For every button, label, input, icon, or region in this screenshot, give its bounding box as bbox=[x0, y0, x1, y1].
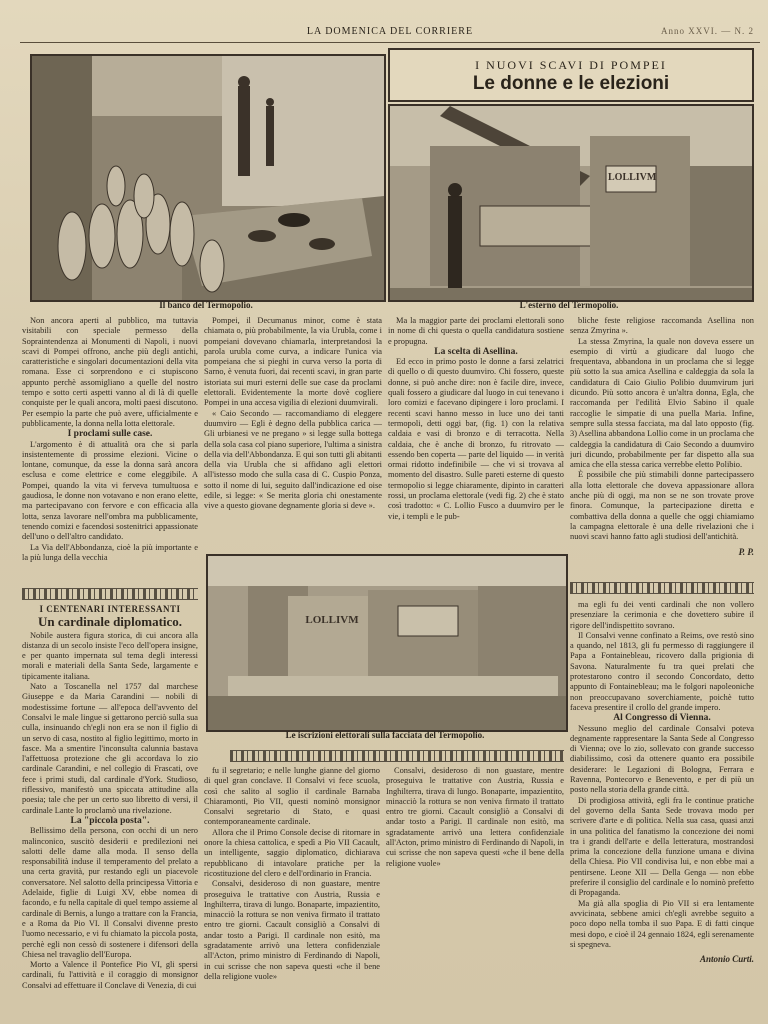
cardinal-paragraph-3: Bellissimo della persona, con occhi di un nero malinconico, suscitò desiderii e predilezioni nei salotti delle dame alla moda. Il senso della responsabilità induse il temperamento del prelato a una certa gravità, pur restando egli un piacevole conversatore. Nel salotto della principessa Vittoria e Adelaide, figlie di Luigi XV, ebbe nomea di facondo, e fu nella capitale di quel tempo assieme al cardinale di Bernis, a lungo a trattare con la Francia, e a Roma da Pio VI. Il Consalvi divenne presto l'uomo necessario, e vi fu chiamato la piccola posta, perchè egli non cessò di sostenere i difensori della Chiesa nel travaglio dell'Europa. bbox=[22, 826, 198, 959]
col4-paragraph-2: La stessa Zmyrina, la quale non doveva essere un esempio di virtù a giudicare dal luogo che frequentava, abbandona in un proclama che si legge più sotto la sua amica Asellina e caldeggia da sola la candidatura di Caio Giulio Polibio duumvirum juri dicundo. Più sotto ancora è un'altra donna, Egla, che raccomanda per l'edilità Elvio Sabino il quale raccoglie le simpatie di una puella Maria. Infine, sempre sulla stessa facciata, ma dal lato opposto (fig. 3) Asellina abbandona Lollio come in un proclama che caldeggia la candidatura di Caio Secondo a duumviro juri dicundo, probabilmente per far dispetto alla sua amica che ella stessa carica verrebbe eletto Polibio. bbox=[570, 336, 754, 470]
caption-photo-3: Le iscrizioni elettorali sulla facciata del Termopolio. bbox=[285, 730, 485, 740]
cardinal-subheading: La "piccola posta". bbox=[70, 815, 150, 826]
caption-photo-1: Il banco del Termopolio. bbox=[159, 300, 253, 310]
photo-thermopolium-exterior bbox=[388, 104, 754, 302]
right-paragraph-2: Il Consalvi venne confinato a Reims, ove restò sino a quando, nel 1813, gli fu permesso di raggiungere il Papa a Fontainebleau, ricovero dalla prigionia di Savona. Naturalmente fu tra quei prelati che protestarono contro il secondo Concordato, detto appunto di Fontainebleau; ma le folgori napoleoniche non preoccupavano soverchiamente, poichè tutto faceva presentire il crollo del grande impero. bbox=[570, 630, 754, 712]
col3-paragraph-2: Ed ecco in primo posto le donne a farsi zelatrici di quello o di questo duumviro. Chi fossero, queste donne, si può anche dire: non è facile dire, invece, quali fossero a giudicare dal luogo in cui tenevano i loro comizi e facevano dipingere i loro proclami. I recenti scavi hanno messo in luce uno dei tanti termopoli, detti oggi bar, (fig. 1) con la relativa caldaia e vasi di bronzo e di terracotta. Nella caldaia, che è anche di bronzo, fu ritrovato — essendo ben coperta — parte del liquido — in verità ormai ridotto indefinibile — che vi si trovava al momento del disastro. Sulle pareti esterne di questo termopolio si legge chiaramente, dipinto in caratteri rossi, un proclama elettorale (vedi fig. 2) che è stato così tradotto: « C. Lollio Fusco a duumviro per le vie, i templi e le pub- bbox=[388, 357, 564, 521]
column-1 bbox=[22, 316, 198, 606]
caption-photo-2: L'esterno del Termopolio. bbox=[519, 300, 619, 310]
right-subheading: Al Congresso di Vienna. bbox=[613, 713, 711, 724]
right-signature: Antonio Curti. bbox=[699, 954, 754, 965]
col4-paragraph-3: È possibile che più stimabili donne partecipassero alla lotta elettorale che doveva appassionare allora anche più di oggi, ma non se ne son trovate prove finora. Comunque, la partecipazione diretta e combattiva della donna a quelle che oggi chiamiamo la campagna elettorale è una delle rivelazioni che i nuovi scavi hanno fatto agli studiosi dell'antichità. bbox=[570, 470, 754, 542]
mid-paragraph-2: Allora che il Primo Console decise di ritornare in onore la chiesa cattolica, e spedì a Pio VII Cacault, un intelligente, saggio diplomatico, dichiarava repubblicano di intavolare pratiche per la ricostituzione del clero e dell'ordinario in Francia. bbox=[204, 827, 380, 878]
column-4 bbox=[570, 316, 754, 578]
cardinal-paragraph-2: Nato a Toscanella nel 1757 dal marchese Giuseppe e da Maria Carandini — nobili di modestissime fortune — all'epoca dell'avvento del Consalvi le male lingue si gettarono perciò sulla sua culla, insinuando ch'egli non era se non il figlio di un servo di casa, nostito al figlio legittimo, morto in fasce. Ma a smentire l'inconsulta calunnia bastava l'affettuosa protezione che gli accordava lo zio cardinale Carandini, e nel collegio di Frascati, ove fece i primi studi, dal cardinale d'York. Studioso, riflessivo, manifestò una spiccata attitudine alla poesia; tale che per un certo suo libretto di versi, il cardinale Lante lo proclamò una rivelazione. bbox=[22, 682, 198, 815]
col3-subheading: La scelta di Asellina. bbox=[434, 346, 518, 357]
ornamental-divider bbox=[22, 588, 198, 600]
column-2 bbox=[204, 316, 382, 566]
col1-subheading: I proclami sulle case. bbox=[67, 429, 153, 440]
ornamental-divider bbox=[230, 750, 564, 762]
issue-number: Anno XXVI. — N. 2 bbox=[661, 26, 754, 36]
col3-paragraph-1: Ma la maggior parte dei proclami elettorali sono in nome di chi questa o quella candidatura sostiene e propugna. bbox=[388, 316, 564, 346]
col4-signature: P. P. bbox=[738, 546, 754, 557]
cardinal-article bbox=[22, 604, 198, 1020]
article-title: Le donne e le elezioni bbox=[472, 73, 670, 94]
column-mid-right bbox=[386, 766, 564, 1020]
mid-paragraph-1: fu il segretario; e nelle lunghe gianne del giorno di quel gran conclave. Il Consalvi vi fece scuola, così che salito al soglio il cardinale Barnaba Chiaramonti, Pio VII, questi nominò monsignor Consalvi segretario di Stato, e quasi contemporaneamente cardinale. bbox=[204, 766, 380, 827]
right-paragraph-5: Ma già alla spoglia di Pio VII si era lentamente avvicinata, sebbene amici ch'egli avrebbe seguito a poco dopo nella tomba il suo Papa. E di fatti cinque mesi dopo, e cioè il 24 gennaio 1824, egli serenamente si spegneva. bbox=[570, 898, 754, 949]
col1-paragraph-3: La Via dell'Abbondanza, cioè la più importante e la più lunga della vecchia bbox=[22, 542, 198, 562]
col2-paragraph-2: « Caio Secondo — raccomandiamo di eleggere duumviro — Egli è degno della pubblica carica — Gli urbianesi ve ne pregano » si legge sulla bottega della sola casa col piano superiore, l'ultima a sinistra della via dell'Abbondanza. E qui son tutti gli abitanti della via Urubla che si affidano agli elettori all'istesso modo che sulla casa di C. Cuspio Ponza, sotto il nome di lui, seguito dall'indicazione ed oise edile, si legge: « Se merita gloria chi onestamente vive a questo giovane degnamente gloria si deve ». bbox=[204, 408, 382, 511]
column-3 bbox=[388, 316, 564, 566]
mid-paragraph-3: Consalvi, desideroso di non guastare, mentre proseguiva le trattative con Austria, Russia e Inghilterra, tirava di lungo. Bonaparte, impazientito, minacciò la rottura se non veniva firmato il trattato entro tre giorni. Cacault consigliò a Consalvi di andar tosto a Parigi. Il cardinale non esitò, ma sgradatamente arrivò una lettera confidenziale all'Acton, primo ministro di Ferdinando di Napoli, in cui scrisse che non sapeva questi «che il bene della religione vuole» bbox=[204, 879, 380, 981]
masthead bbox=[20, 26, 760, 43]
masthead-title: LA DOMENICA DEL CORRIERE bbox=[306, 26, 474, 37]
photo-thermopolium-counter bbox=[30, 54, 386, 302]
cardinal-paragraph-4: Morto a Valence il Pontefice Pio VI, gli spersi cardinali, fu l'attività e il coraggio di monsignor Consalvi ad effettuare il Conclave di Venezia, di cui bbox=[22, 960, 198, 990]
col4-paragraph-1: bliche feste religiose raccomanda Asellina non senza Zmyrina ». bbox=[570, 316, 754, 336]
cardinal-paragraph-1: Nobile austera figura storica, di cui ancora alla distanza di un secolo insiste l'eco dell'opera insigne, e per quanto impernata sul tema degli interessi morali e materiali della Santa Sede, largamente e tipicamente italiana. bbox=[22, 630, 198, 681]
right-paragraph-1: ma egli fu dei venti cardinali che non vollero presenziare la cerimonia e che dovettero subire il rigore dell'indispettito sovrano. bbox=[570, 600, 754, 630]
right-paragraph-3: Nessuno meglio del cardinale Consalvi poteva degnamente rappresentare la Santa Sede al Congresso di Vienna; ove lo zio, sollevato con grande successo diabilissimo, così da ottenere quanto era possibile desiderare: le Legazioni di Bologna, Ferrara e Ravenna, Pontecorvo e Benevento, e per di più un posto nella storia della grande città. bbox=[570, 723, 754, 795]
article-kicker: I NUOVI SCAVI DI POMPEI bbox=[475, 58, 667, 72]
column-mid-left bbox=[204, 766, 380, 1020]
mid-right-paragraph: Consalvi, desideroso di non guastare, mentre proseguiva le trattative con Austria, Russia e Inghilterra, tirava di lungo. Bonaparte, impazientito, minacciò la rottura se non veniva firmato il trattato entro tre giorni. Cacault consigliò a Consalvi di andar tosto a Parigi. Il cardinale non esitò, ma sgradatamente arrivò una lettera confidenziale all'Acton, primo ministro di Ferdinando di Napoli, in cui scrisse che non sapeva questi «che il bene della religione vuole» bbox=[386, 766, 564, 868]
col2-paragraph-1: Pompei, il Decumanus minor, come è stata chiamata o, più probabilmente, la via Urubla, come i pompeiani dovevano chiamarla, interpretandosi la parola urubla come curva, a indicare l'unica via pompeiana che si pieghi in curva verso la porta di Sarno, è venuta fuori, dai recenti scavi, in gran parte istoriata sui muri esterni delle sue case da proclami elettorali. Evidentemente la morte dovè cogliere Pompei in una accesa vigilia di elezioni duumvirali. bbox=[204, 316, 382, 408]
section-label: I CENTENARI INTERESSANTI bbox=[39, 604, 181, 614]
article-header bbox=[388, 48, 754, 102]
ornamental-divider bbox=[570, 582, 754, 594]
col1-paragraph-1: Non ancora aperti al pubblico, ma tuttavia visitabili con speciale permesso della Sopraintendenza ai Monumenti di Napoli, i nuovi scavi di Pompei offrono, anche più degli antichi, caratteristiche e singolari documentazioni della vita romana. Esse ci sorprendono e ci stupiscono appunto perchè assomigliano a quelle del nostro tempo e sotto certi aspetti vanno al di là di quelle conquiste per le quali ancora, molti paesi discutono. Per esempio la parte che può avere, ufficialmente e pubblicamente, la donna nella lotta elettorale. bbox=[22, 316, 198, 428]
column-right bbox=[570, 600, 754, 1020]
right-paragraph-4: Di prodigiosa attività, egli fra le continue pratiche del governo della Santa Sede trovava modo per scrivere d'arte e di politica. Nella sua casa, quasi anzi in una politica del fanatismo la concezione dei nomi tra i grandi dell'arte e della letteratura, mostrandosi prima la concezione della funzione umana e divina della Chiesa. Pio VII condivisa lui, e non ebbe mai a pentirsene. Leone XII — Della Genga — non ebbe preferire il consiglio del cardinale e lo nominò prefetto di Propaganda. bbox=[570, 795, 754, 898]
photo-electoral-inscriptions bbox=[206, 554, 568, 732]
inscription-lollium-bottom: LOLLIVM bbox=[305, 614, 359, 626]
cardinal-headline: Un cardinale diplomatico. bbox=[37, 614, 183, 630]
inscription-lollium-top: LOLLIVM bbox=[608, 172, 657, 183]
col1-paragraph-2: L'argomento è di attualità ora che si parla insistentemente di prossime elezioni. Vicine o lontane, comunque, da esse la donna sarà ancora esclusa e come elettrice e come eleggibile. A Pompei, quando la vita vi ferveva tumultuosa e gaudiosa, le donne non votavano e non erano elette, ma partecipavano con fervore e con efficacia alla lotta, senza lavorare nell'ombra ma pubblicamente, tenendo comizi e facendosi sostenitrici appassionate dell'uno o dell'altro candidato. bbox=[22, 439, 198, 542]
